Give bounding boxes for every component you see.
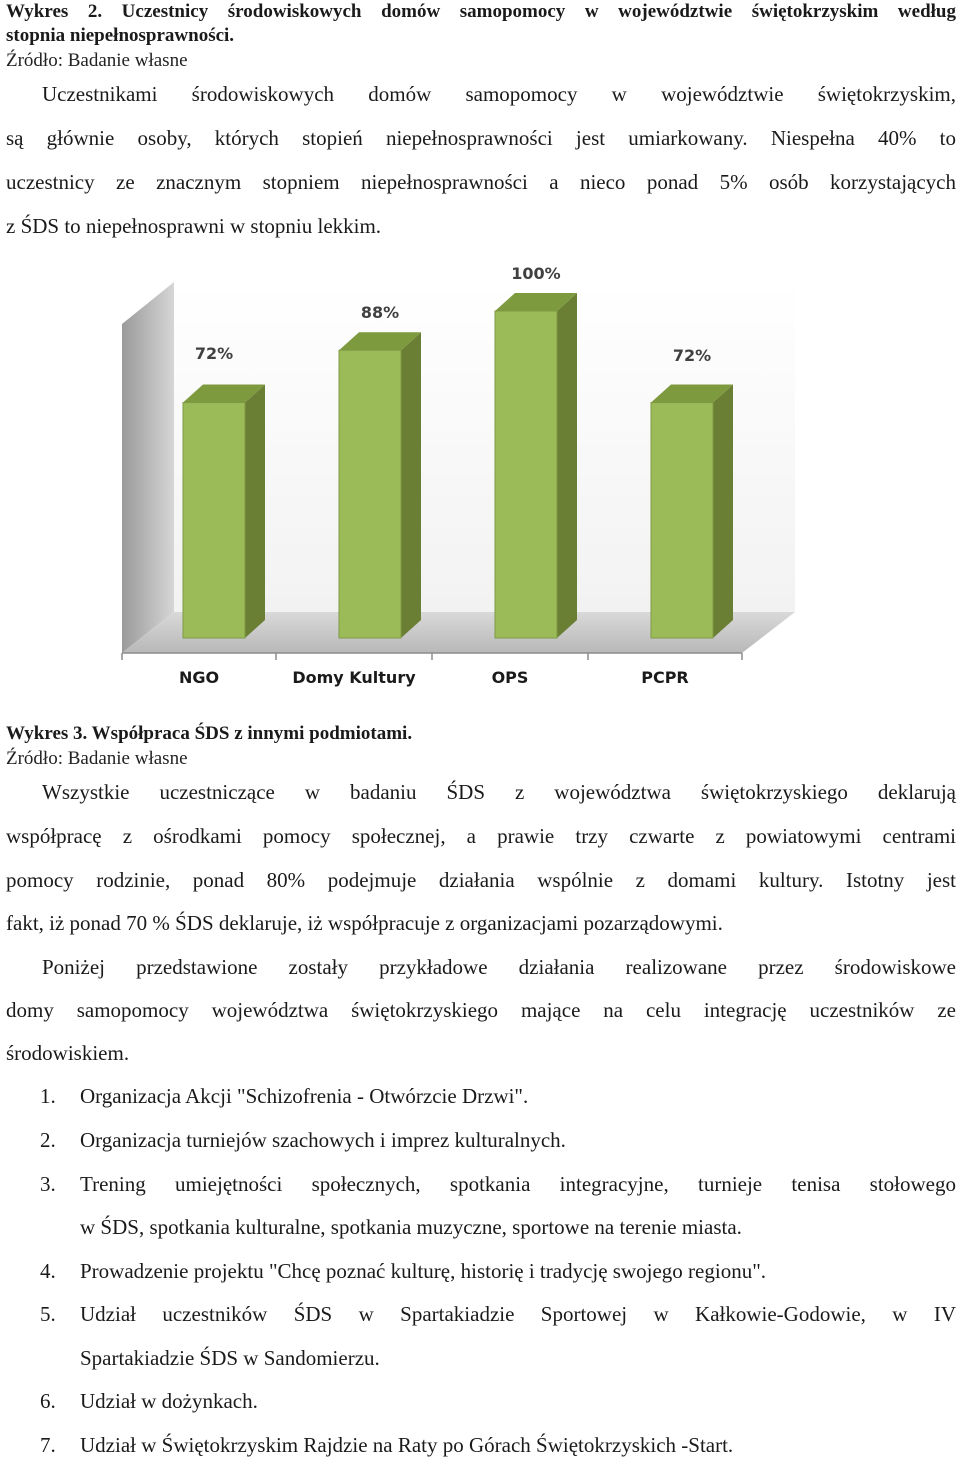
list-item-3-text-line-2: w ŚDS, spotkania kulturalne, spotkania muzyczne, sportowe na terenie miasta.: [80, 1215, 742, 1239]
figure-source-2: Źródło: Badanie własne: [6, 748, 188, 769]
category-label-pcpr: PCPR: [641, 668, 689, 687]
list-item-1-number: 1.: [40, 1084, 56, 1108]
list-item-6-number: 6.: [40, 1389, 56, 1413]
figure-caption-2-line-1: Wykres 2. Uczestnicy środowiskowych domów samopomocy w województwie świętokrzyskim według: [6, 1, 956, 22]
bar-ngo: [183, 403, 245, 638]
list-item-5-text-line-2: Spartakiadzie ŚDS w Sandomierzu.: [80, 1346, 380, 1370]
list-item-5-text-line-1: Udział uczestników ŚDS w Spartakiadzie Sportowej w Kałkowie-Godowie, w IV: [80, 1302, 956, 1326]
paragraph-2-line-1: Wszystkie uczestniczące w badaniu ŚDS z województwa świętokrzyskiego deklarują: [42, 780, 956, 804]
list-item-4-text: Prowadzenie projektu "Chcę poznać kulturę, historię i tradycję swojego regionu".: [80, 1259, 767, 1283]
paragraph-1-line-2: są głównie osoby, których stopień niepełnosprawności jest umiarkowany. Niespełna 40% to: [6, 126, 956, 150]
list-item-7-number: 7.: [40, 1433, 56, 1457]
paragraph-2-line-3: pomocy rodzinie, ponad 80% podejmuje działania wspólnie z domami kultury. Istotny jest: [6, 868, 956, 892]
paragraph-1-line-1: Uczestnikami środowiskowych domów samopomocy w województwie świętokrzyskim,: [42, 82, 956, 106]
list-item-4-number: 4.: [40, 1259, 56, 1283]
figure-source-1: Źródło: Badanie własne: [6, 50, 188, 71]
data-label-ops: 100%: [511, 264, 561, 283]
bar-side-ngo: [245, 385, 265, 638]
category-label-domy-kultury: Domy Kultury: [292, 668, 416, 687]
paragraph-1-line-4: z ŚDS to niepełnosprawni w stopniu lekkim.: [6, 214, 382, 238]
x-axis-ticks: [122, 653, 742, 660]
data-label-ngo: 72%: [194, 344, 234, 363]
bar-domy-kultury: [339, 350, 401, 638]
paragraph-3-line-1: Poniżej przedstawione zostały przykładowe działania realizowane przez środowiskowe: [42, 955, 956, 979]
paragraph-1-line-3: uczestnicy ze znacznym stopniem niepełnosprawności a nieco ponad 5% osób korzystających: [6, 170, 956, 194]
bar-pcpr: [651, 403, 713, 638]
paragraph-2-line-2: współpracę z ośrodkami pomocy społecznej, a prawie trzy czwarte z powiatowymi centrami: [6, 824, 956, 848]
list-item-2-text: Organizacja turniejów szachowych i imprez kulturalnych.: [80, 1128, 566, 1152]
list-item-1-text: Organizacja Akcji "Schizofrenia - Otwórzcie Drzwi".: [80, 1084, 529, 1108]
list-item-2-number: 2.: [40, 1128, 56, 1152]
category-label-ops: OPS: [491, 668, 529, 687]
chart-side-wall: [122, 282, 174, 653]
category-labels-group: [179, 668, 689, 687]
bar-side-ops: [557, 293, 577, 638]
figure-caption-3: Wykres 3. Współpraca ŚDS z innymi podmiotami.: [6, 723, 413, 744]
paragraph-2-line-4: fakt, iż ponad 70 % ŚDS deklaruje, iż współpracuje z organizacjami pozarządowymi.: [6, 911, 723, 935]
list-item-6-text: Udział w dożynkach.: [80, 1389, 258, 1413]
paragraph-3-line-2: domy samopomocy województwa świętokrzyskiego mające na celu integrację uczestników ze: [6, 998, 956, 1022]
list-item-5-number: 5.: [40, 1302, 56, 1326]
bar-ops: [495, 311, 557, 638]
category-label-ngo: NGO: [178, 668, 220, 687]
bar-side-domy-kultury: [401, 332, 421, 638]
paragraph-3-line-3: środowiskiem.: [6, 1041, 130, 1065]
list-item-3-number: 3.: [40, 1172, 56, 1196]
figure-caption-2-line-2: stopnia niepełnosprawności.: [6, 25, 235, 46]
bar-chart-svg: [110, 258, 810, 700]
list-item-7-text: Udział w Świętokrzyskim Rajdzie na Raty po Górach Świętokrzyskich -Start.: [80, 1433, 734, 1457]
data-label-pcpr: 72%: [672, 346, 712, 365]
list-item-3-text-line-1: Trening umiejętności społecznych, spotkania integracyjne, turnieje tenisa stołowego: [80, 1172, 956, 1196]
data-label-domy-kultury: 88%: [360, 303, 400, 323]
bar-chart: [110, 258, 810, 700]
bar-side-pcpr: [713, 385, 733, 638]
